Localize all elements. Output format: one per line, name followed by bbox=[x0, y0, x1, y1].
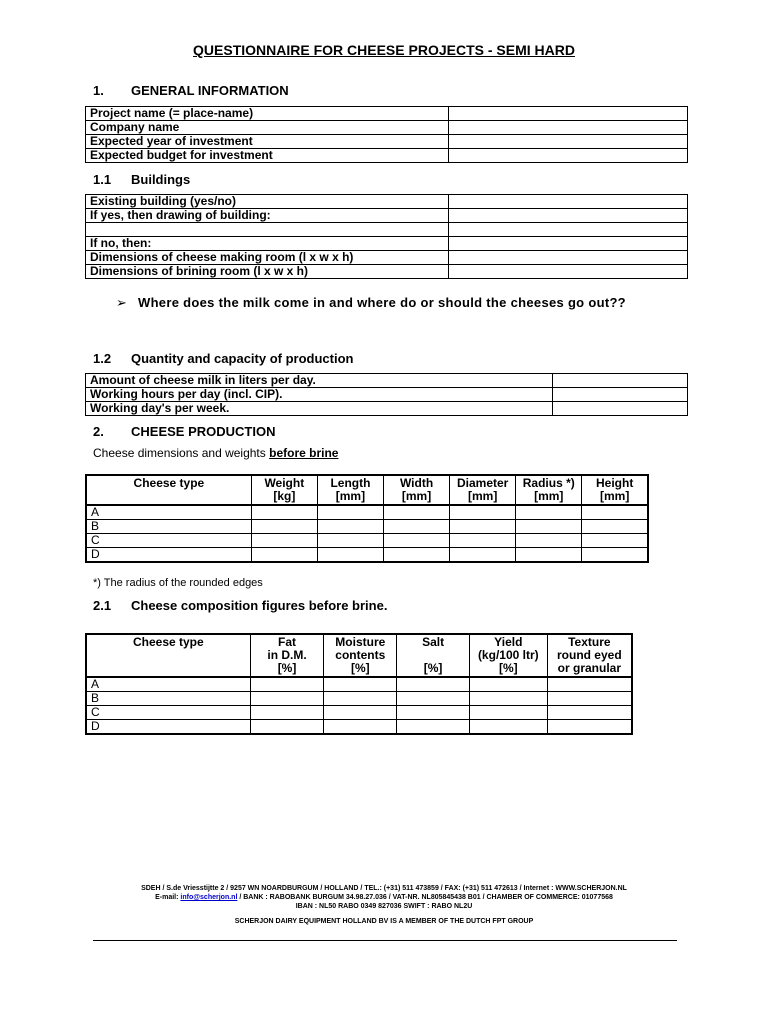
column-header: Length [mm] bbox=[317, 475, 383, 505]
table-row bbox=[86, 195, 688, 209]
table-row bbox=[86, 237, 688, 251]
cheese-type-label: B bbox=[86, 520, 251, 534]
row-label: Working day's per week. bbox=[86, 402, 553, 416]
general-info-table bbox=[85, 106, 688, 163]
answer-cell[interactable] bbox=[448, 121, 687, 135]
arrow-bullet-icon: ➢ bbox=[116, 295, 127, 310]
answer-cell[interactable] bbox=[547, 692, 632, 706]
table-header-row bbox=[86, 475, 648, 505]
answer-cell[interactable] bbox=[397, 677, 470, 692]
table-row bbox=[86, 388, 688, 402]
answer-cell[interactable] bbox=[450, 505, 516, 520]
answer-cell[interactable] bbox=[547, 706, 632, 720]
column-header: Yield (kg/100 ltr) [%] bbox=[469, 634, 547, 677]
cheese-type-label: C bbox=[86, 706, 250, 720]
column-header: Diameter [mm] bbox=[450, 475, 516, 505]
answer-cell[interactable] bbox=[516, 548, 582, 563]
column-header: Fat in D.M. [%] bbox=[250, 634, 324, 677]
answer-cell[interactable] bbox=[251, 520, 317, 534]
intro-emphasis: before brine bbox=[269, 446, 339, 460]
table-row bbox=[86, 720, 632, 735]
answer-cell[interactable] bbox=[448, 251, 687, 265]
section-1-2-heading bbox=[93, 351, 353, 366]
table-row bbox=[86, 374, 688, 388]
footer-address: SDEH / S.de Vriesstijtte 2 / 9257 WN NOARDBURGUM / HOLLAND / TEL.: (+31) 511 473859 / FAX: (+31) 511 472613 / Internet : WWW.SCHERJON.NL bbox=[141, 885, 627, 892]
section-1-1-heading bbox=[93, 172, 190, 187]
table-row bbox=[86, 209, 688, 223]
row-label: If no, then: bbox=[86, 237, 449, 251]
answer-cell[interactable] bbox=[250, 706, 324, 720]
column-header: Texture round eyed or granular bbox=[547, 634, 632, 677]
row-label: Company name bbox=[86, 121, 449, 135]
column-header: Salt [%] bbox=[397, 634, 470, 677]
cheese-type-label: D bbox=[86, 548, 251, 563]
dimensions-intro bbox=[93, 446, 338, 460]
answer-cell[interactable] bbox=[450, 520, 516, 534]
table-row bbox=[86, 251, 688, 265]
section-2-heading bbox=[93, 424, 275, 439]
answer-cell[interactable] bbox=[251, 534, 317, 548]
section-number: 1.1 bbox=[93, 172, 112, 187]
row-label: Existing building (yes/no) bbox=[86, 195, 449, 209]
table-row bbox=[86, 706, 632, 720]
answer-cell[interactable] bbox=[553, 388, 688, 402]
table-row bbox=[86, 107, 688, 121]
row-label: If yes, then drawing of building: bbox=[86, 209, 449, 223]
answer-cell[interactable] bbox=[397, 692, 470, 706]
table-row bbox=[86, 520, 648, 534]
dimensions-table bbox=[85, 474, 649, 563]
row-label: Dimensions of brining room (l x w x h) bbox=[86, 265, 449, 279]
answer-cell[interactable] bbox=[250, 677, 324, 692]
table-row bbox=[86, 534, 648, 548]
answer-cell[interactable] bbox=[317, 520, 383, 534]
section-number: 2. bbox=[93, 424, 104, 439]
section-number: 1. bbox=[93, 83, 104, 98]
section-title: Quantity and capacity of production bbox=[131, 351, 354, 366]
email-link[interactable]: info@scherjon.nl bbox=[180, 894, 238, 901]
cheese-type-label: C bbox=[86, 534, 251, 548]
section-title: Cheese composition figures before brine. bbox=[131, 598, 388, 613]
table-row bbox=[86, 223, 688, 237]
row-label bbox=[86, 223, 449, 237]
column-header: Weight [kg] bbox=[251, 475, 317, 505]
answer-cell[interactable] bbox=[547, 720, 632, 735]
answer-cell[interactable] bbox=[324, 706, 397, 720]
answer-cell[interactable] bbox=[469, 677, 547, 692]
section-2-1-heading bbox=[93, 598, 387, 613]
capacity-table bbox=[85, 373, 688, 416]
answer-cell[interactable] bbox=[251, 505, 317, 520]
answer-cell[interactable] bbox=[448, 265, 687, 279]
table-header-row bbox=[86, 634, 632, 677]
buildings-table bbox=[85, 194, 688, 279]
answer-cell[interactable] bbox=[250, 692, 324, 706]
document-title: QUESTIONNAIRE FOR CHEESE PROJECTS - SEMI HARD bbox=[193, 42, 575, 58]
table-row bbox=[86, 505, 648, 520]
answer-cell[interactable] bbox=[553, 374, 688, 388]
answer-cell[interactable] bbox=[516, 505, 582, 520]
footer-divider bbox=[93, 940, 677, 941]
answer-cell[interactable] bbox=[450, 534, 516, 548]
answer-cell[interactable] bbox=[448, 135, 687, 149]
answer-cell[interactable] bbox=[582, 548, 648, 563]
row-label: Expected budget for investment bbox=[86, 149, 449, 163]
cheese-type-label: B bbox=[86, 692, 250, 706]
answer-cell[interactable] bbox=[397, 706, 470, 720]
column-header: Cheese type bbox=[86, 634, 250, 677]
answer-cell[interactable] bbox=[516, 534, 582, 548]
row-label: Amount of cheese milk in liters per day. bbox=[86, 374, 553, 388]
cheese-type-label: A bbox=[86, 505, 251, 520]
answer-cell[interactable] bbox=[250, 720, 324, 735]
answer-cell[interactable] bbox=[469, 706, 547, 720]
footer-bank: IBAN : NL50 RABO 0349 827036 SWIFT : RABO NL2U bbox=[295, 903, 473, 910]
row-label: Dimensions of cheese making room (l x w x h) bbox=[86, 251, 449, 265]
table-row bbox=[86, 677, 632, 692]
answer-cell[interactable] bbox=[582, 505, 648, 520]
table-row bbox=[86, 135, 688, 149]
cheese-type-label: A bbox=[86, 677, 250, 692]
column-header: Width [mm] bbox=[384, 475, 450, 505]
section-title: Buildings bbox=[131, 172, 191, 187]
cheese-type-label: D bbox=[86, 720, 250, 735]
section-number: 1.2 bbox=[93, 351, 112, 366]
column-header: Radius *) [mm] bbox=[516, 475, 582, 505]
column-header: Moisture contents [%] bbox=[324, 634, 397, 677]
answer-cell[interactable] bbox=[324, 692, 397, 706]
answer-cell[interactable] bbox=[384, 534, 450, 548]
answer-cell[interactable] bbox=[448, 223, 687, 237]
section-title: CHEESE PRODUCTION bbox=[131, 424, 276, 439]
answer-cell[interactable] bbox=[547, 677, 632, 692]
footer-contact: E-mail: info@scherjon.nl / BANK : RABOBANK BURGUM 34.98.27.036 / VAT-NR. NL805845438 B01 / CHAMBER OF COMMERCE: 01077568 bbox=[155, 894, 613, 901]
table-row bbox=[86, 692, 632, 706]
table-row bbox=[86, 121, 688, 135]
row-label: Project name (= place-name) bbox=[86, 107, 449, 121]
answer-cell[interactable] bbox=[384, 520, 450, 534]
column-header: Cheese type bbox=[86, 475, 251, 505]
answer-cell[interactable] bbox=[324, 677, 397, 692]
footer-membership: SCHERJON DAIRY EQUIPMENT HOLLAND BV IS A MEMBER OF THE DUTCH FPT GROUP bbox=[234, 918, 534, 925]
answer-cell[interactable] bbox=[582, 520, 648, 534]
radius-footnote: *) The radius of the rounded edges bbox=[93, 577, 263, 589]
answer-cell[interactable] bbox=[469, 692, 547, 706]
milk-flow-question bbox=[116, 295, 656, 311]
answer-cell[interactable] bbox=[384, 505, 450, 520]
table-row bbox=[86, 402, 688, 416]
answer-cell[interactable] bbox=[384, 548, 450, 563]
answer-cell[interactable] bbox=[448, 149, 687, 163]
answer-cell[interactable] bbox=[317, 505, 383, 520]
section-1-heading bbox=[93, 83, 289, 98]
answer-cell[interactable] bbox=[317, 548, 383, 563]
table-row bbox=[86, 548, 648, 563]
answer-cell[interactable] bbox=[448, 107, 687, 121]
table-row bbox=[86, 265, 688, 279]
table-row bbox=[86, 149, 688, 163]
answer-cell[interactable] bbox=[324, 720, 397, 735]
column-header: Height [mm] bbox=[582, 475, 648, 505]
answer-cell[interactable] bbox=[251, 548, 317, 563]
composition-table bbox=[85, 633, 633, 735]
question-text: Where does the milk come in and where do or should the cheeses go out?? bbox=[138, 295, 626, 310]
answer-cell[interactable] bbox=[397, 720, 470, 735]
answer-cell[interactable] bbox=[582, 534, 648, 548]
answer-cell[interactable] bbox=[317, 534, 383, 548]
answer-cell[interactable] bbox=[469, 720, 547, 735]
answer-cell[interactable] bbox=[448, 195, 687, 209]
intro-text: Cheese dimensions and weights bbox=[93, 446, 266, 460]
row-label: Working hours per day (incl. CIP). bbox=[86, 388, 553, 402]
answer-cell[interactable] bbox=[516, 520, 582, 534]
section-number: 2.1 bbox=[93, 598, 112, 613]
answer-cell[interactable] bbox=[448, 209, 687, 223]
section-title: GENERAL INFORMATION bbox=[131, 83, 289, 98]
answer-cell[interactable] bbox=[448, 237, 687, 251]
answer-cell[interactable] bbox=[450, 548, 516, 563]
answer-cell[interactable] bbox=[553, 402, 688, 416]
row-label: Expected year of investment bbox=[86, 135, 449, 149]
